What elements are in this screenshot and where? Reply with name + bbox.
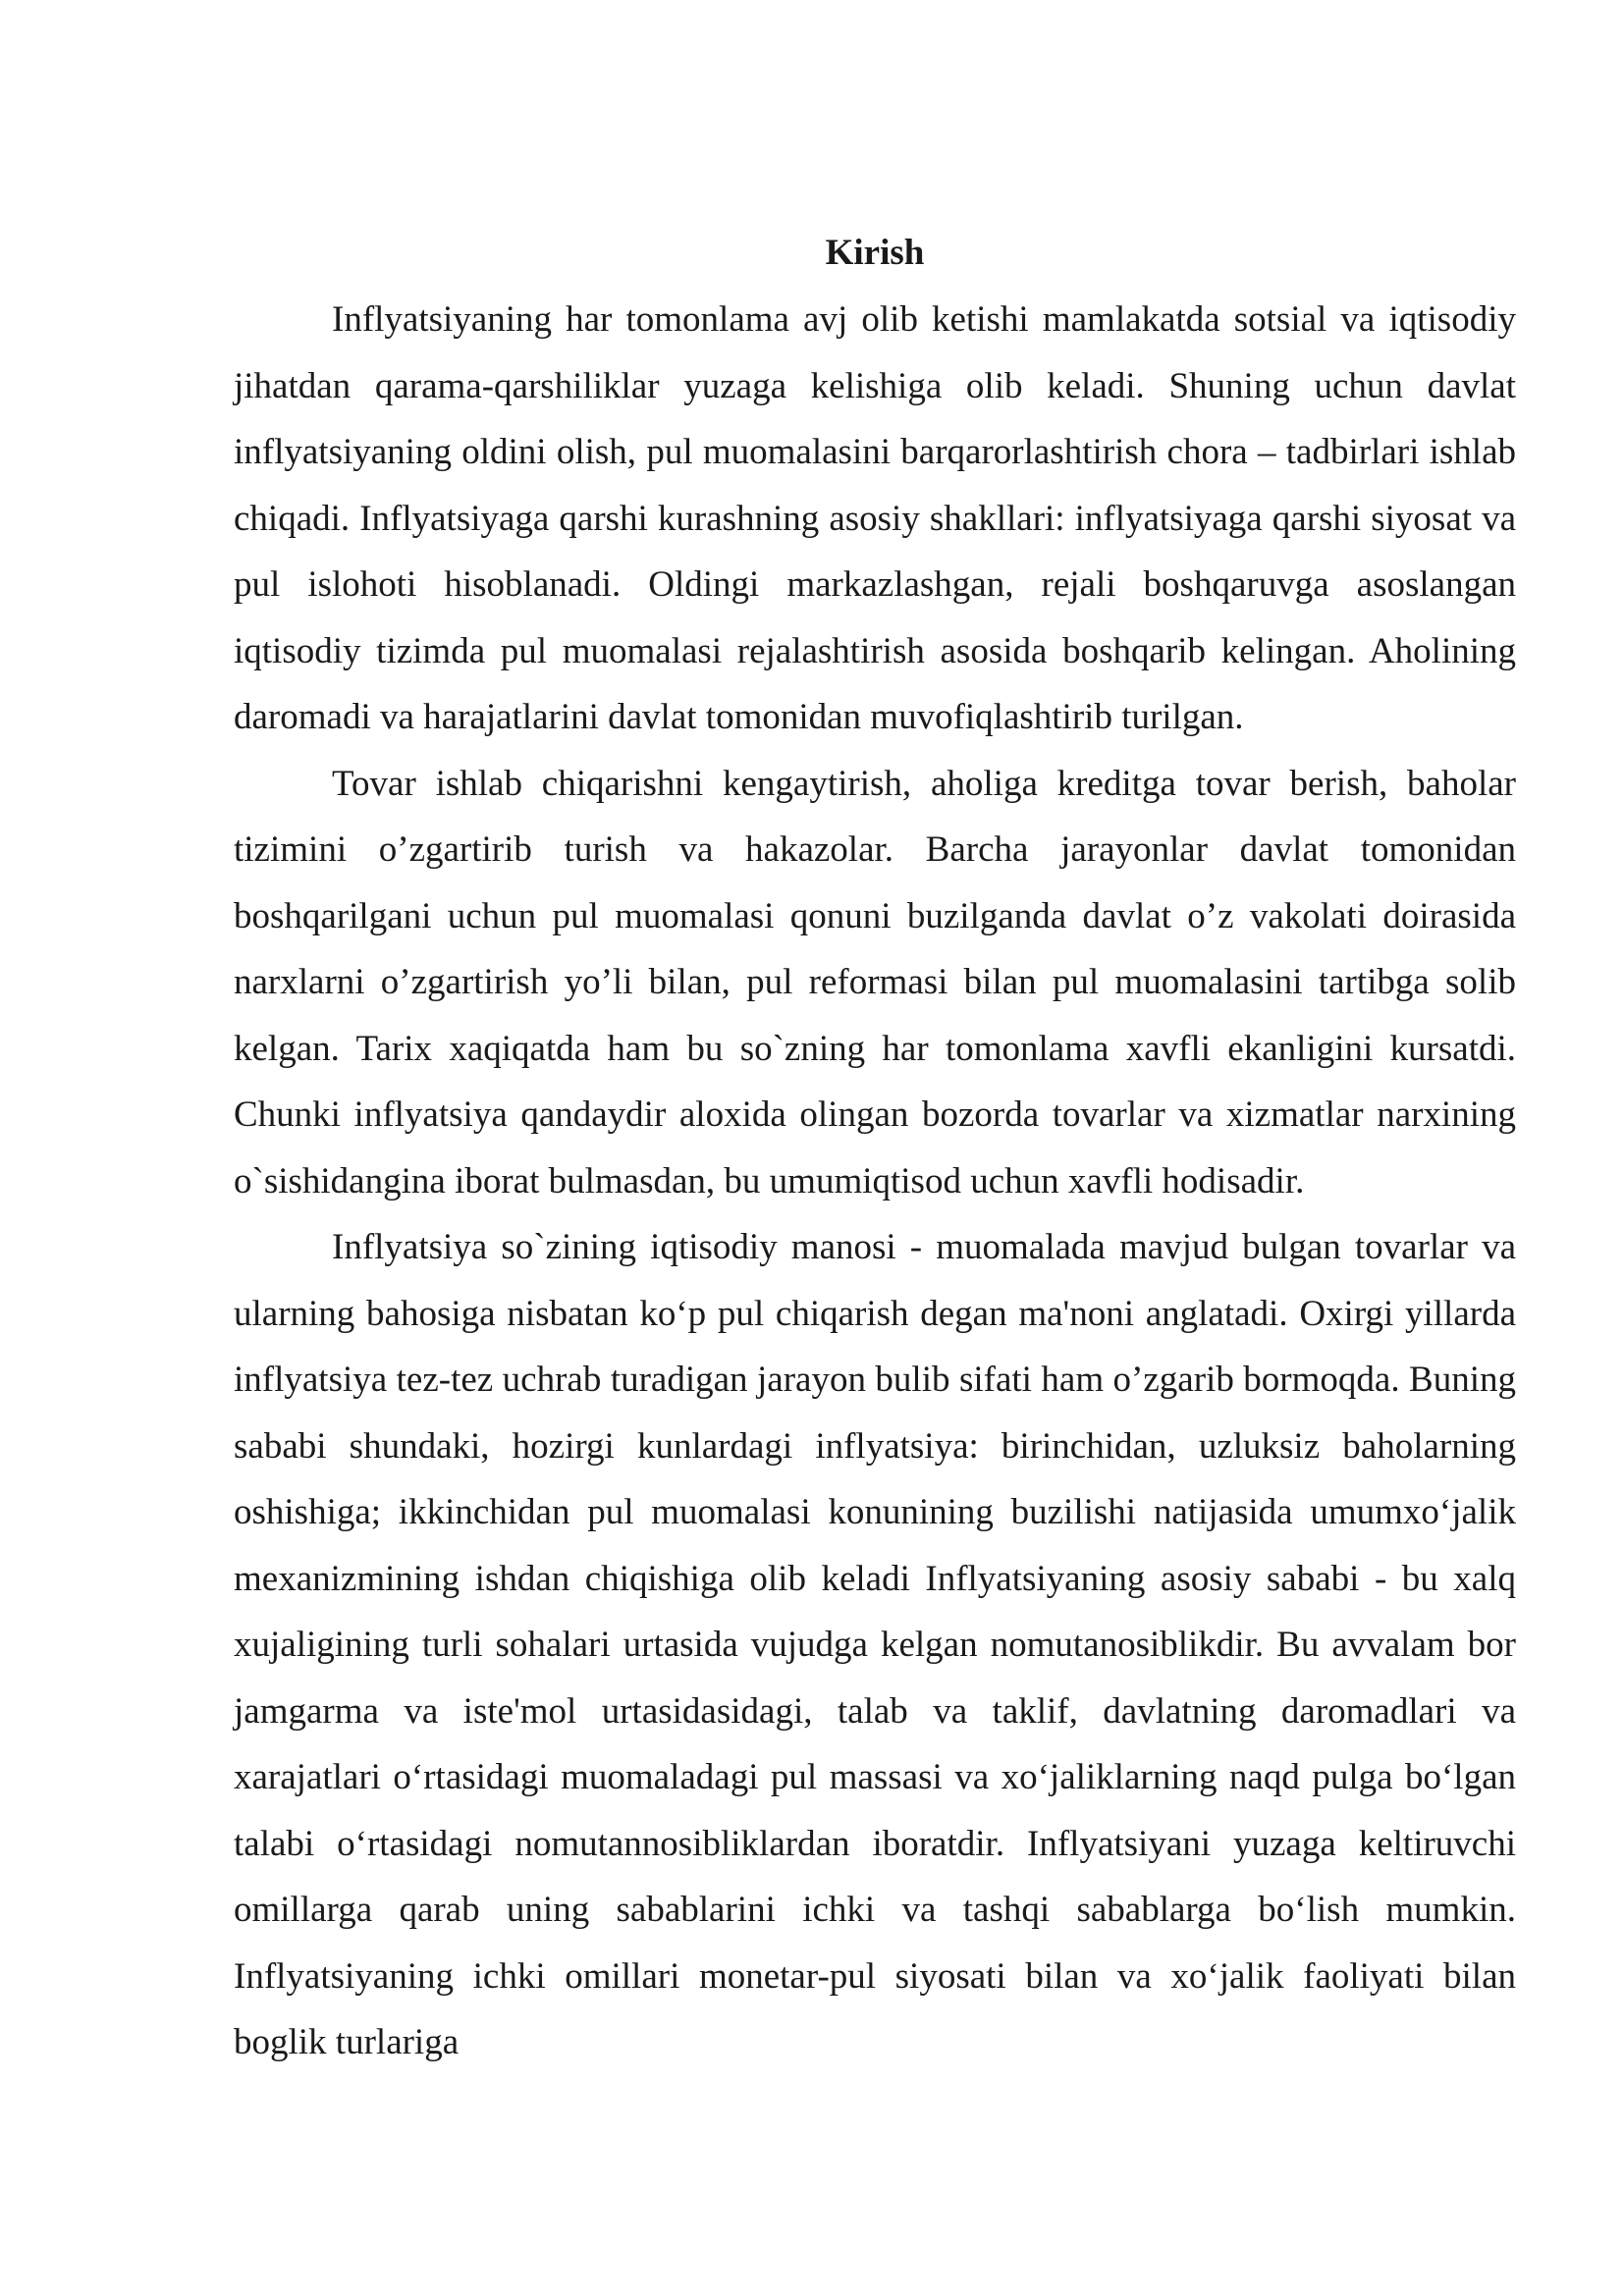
paragraph: Tovar ishlab chiqarishni kengaytirish, aholiga kreditga tovar berish, baholar tizimini o’zgartirib turish va hakazolar. Barcha jarayonlar davlat tomonidan boshqarilgani uchun pul muomalasi qonuni buzilganda davlat o’z vakolati doirasida narxlarni o’zgartirish yo’li bilan, pul reformasi bilan pul muomalasini tartibga solib kelgan. Tarix xaqiqatda ham bu so`zning har tomonlama xavfli ekanligini kursatdi. Chunki inflyatsiya qandaydir aloxida olingan bozorda tovarlar va xizmatlar narxining o`sishidangina iborat bulmasdan, bu umumiqtisod uchun xavfli hodisadir. [234, 763, 1516, 1201]
paragraph: Inflyatsiyaning har tomonlama avj olib ketishi mamlakatda sotsial va iqtisodiy jihatdan qarama-qarshiliklar yuzaga kelishiga olib keladi. Shuning uchun davlat inflyatsiyaning oldini olish, pul muomalasini barqarorlashtirish chora – tadbirlari ishlab chiqadi. Inflyatsiyaga qarshi kurashning asosiy shakllari: inflyatsiyaga qarshi siyosat va pul islohoti hisoblanadi. Oldingi markazlashgan, rejali boshqaruvga asoslangan iqtisodiy tizimda pul muomalasi rejalashtirish asosida boshqarib kelingan. Aholining daromadi va harajatlarini davlat tomonidan muvofiqlashtirib turilgan. [234, 299, 1516, 737]
document-page [234, 224, 1516, 2076]
document-title: Kirish [825, 233, 925, 273]
paragraph: Inflyatsiya so`zining iqtisodiy manosi - muomalada mavjud bulgan tovarlar va ularning bahosiga nisbatan ko‘p pul chiqarish degan ma'noni anglatadi. Oxirgi yillarda inflyatsiya tez-tez uchrab turadigan jarayon bulib sifati ham o’zgarib bormoqda. Buning sababi shundaki, hozirgi kunlardagi inflyatsiya: birinchidan, uzluksiz baholarning oshishiga; ikkinchidan pul muomalasi konunining buzilishi natijasida umumxo‘jalik mexanizmining ishdan chiqishiga olib keladi Inflyatsiyaning asosiy sababi - bu xalq xujaligining turli sohalari urtasida vujudga kelgan nomutanosiblikdir. Bu avvalam bor jamgarma va iste'mol urtasidasidagi, talab va taklif, davlatning daromadlari va xarajatlari o‘rtasidagi muomaladagi pul massasi va xo‘jaliklarning naqd pulga bo‘lgan talabi o‘rtasidagi nomutannosibliklardan iboratdir. Inflyatsiyani yuzaga keltiruvchi omillarga qarab uning sabablarini ichki va tashqi sabablarga bo‘lish mumkin. Inflyatsiyaning ichki omillari monetar-pul siyosati bilan va xo‘jalik faoliyati bilan boglik turlariga [234, 1227, 1516, 2062]
